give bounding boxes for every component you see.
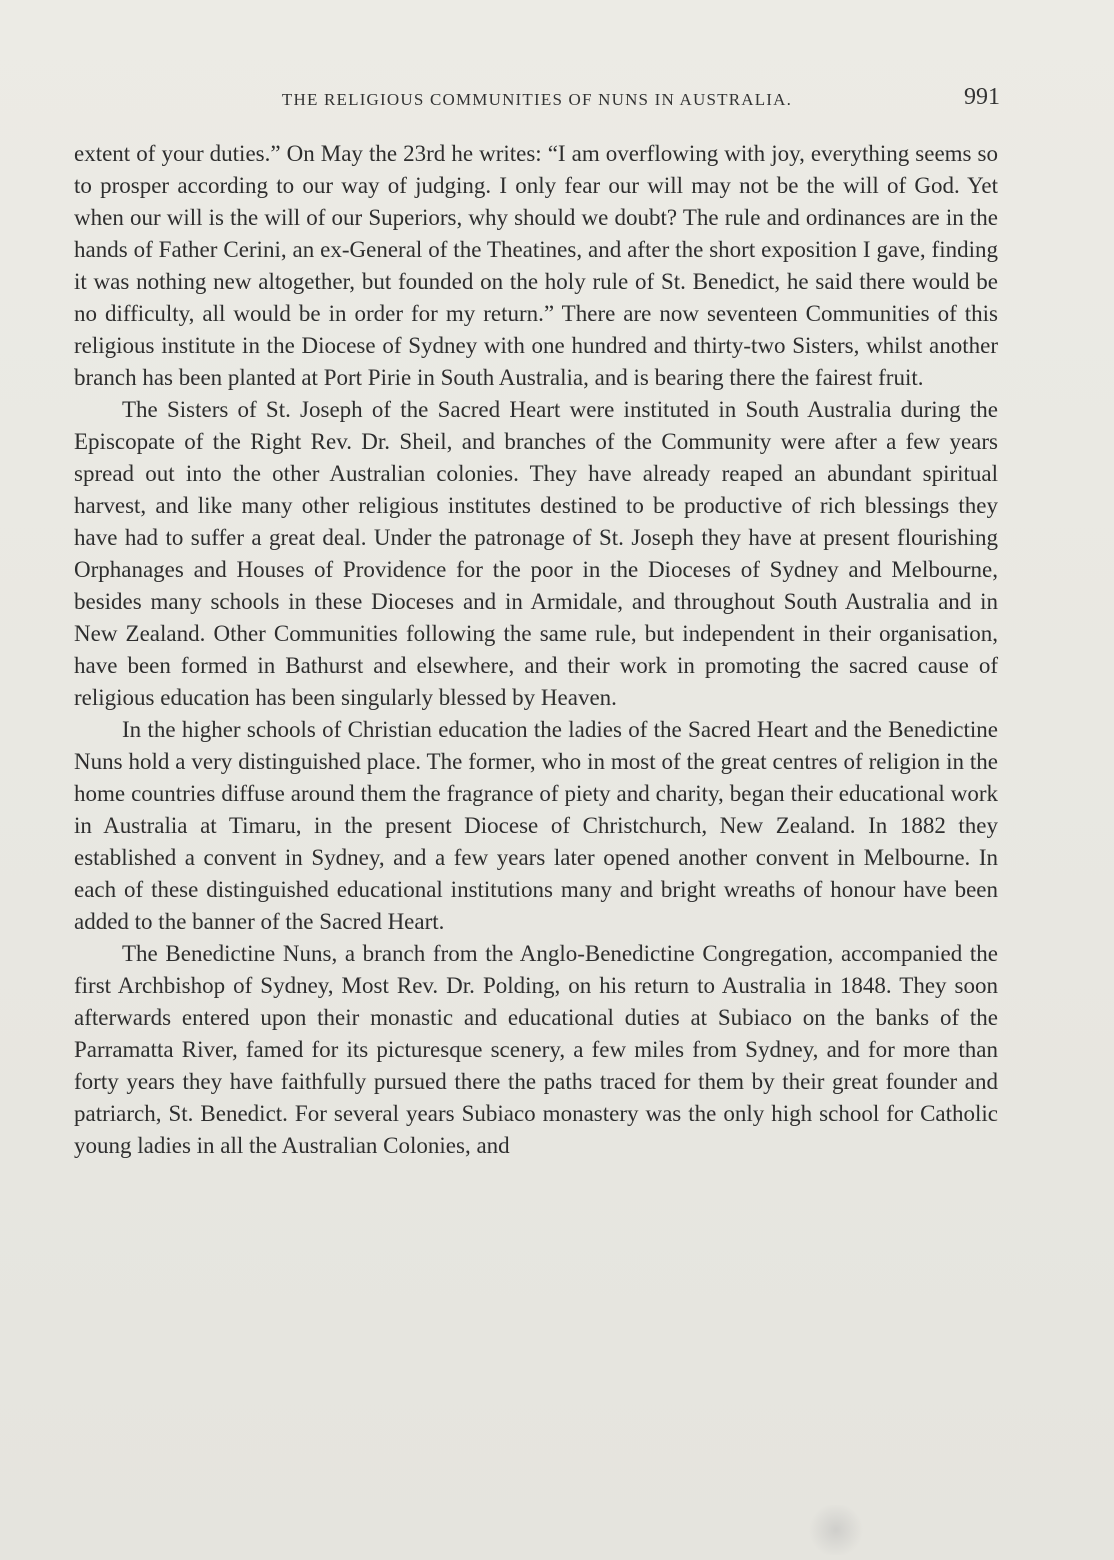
running-head <box>74 86 1000 116</box>
paper-smudge <box>806 1505 866 1555</box>
page-number: 991 <box>964 84 1000 110</box>
paragraph-continuation: extent of your duties.” On May the 23rd he writes: “I am overflowing with joy, everything seems so to prosper according to our way of judging. I only fear our will may not be the will of God. Yet when our will is the will of our Superiors, why should we doubt? The rule and ordinances are in the hands of Father Cerini, an ex-General of the Theatines, and after the short exposition I gave, finding it was nothing new altogether, but founded on the holy rule of St. Benedict, he said there would be no difficulty, all would be in order for my return.” There are now seventeen Communities of this religious institute in the Diocese of Sydney with one hundred and thirty-two Sisters, whilst another branch has been planted at Port Pirie in South Australia, and is bearing there the fairest fruit. <box>74 141 998 390</box>
paragraph-sisters-of-st-joseph: The Sisters of St. Joseph of the Sacred Heart were instituted in South Australia during the Episcopate of the Right Rev. Dr. Sheil, and branches of the Community were after a few years spread out into the other Australian colonies. They have already reaped an abundant spiritual harvest, and like many other religious institutes destined to be productive of rich blessings they have had to suffer a great deal. Under the patronage of St. Joseph they have at present flourishing Orphanages and Houses of Providence for the poor in the Dioceses of Sydney and Melbourne, besides many schools in these Dioceses and in Armidale, and throughout South Australia and in New Zealand. Other Communities following the same rule, but independent in their organisation, have been formed in Bathurst and elsewhere, and their work in promoting the sacred cause of religious education has been singularly blessed by Heaven. <box>74 397 998 710</box>
paragraph-benedictine-nuns: The Benedictine Nuns, a branch from the Anglo-Benedictine Congregation, accompanied the first Archbishop of Sydney, Most Rev. Dr. Polding, on his return to Australia in 1848. They soon afterwards entered upon their monastic and educational duties at Subiaco on the banks of the Parramatta River, famed for its picturesque scenery, a few miles from Sydney, and for more than forty years they have faithfully pursued there the paths traced for them by their great founder and patriarch, St. Benedict. For several years Subiaco monastery was the only high school for Catholic young ladies in all the Australian Colonies, and <box>74 941 998 1158</box>
body-text <box>74 138 998 1162</box>
running-title: THE RELIGIOUS COMMUNITIES OF NUNS IN AUSTRALIA. <box>281 90 793 109</box>
paragraph-higher-schools: In the higher schools of Christian education the ladies of the Sacred Heart and the Benedictine Nuns hold a very distinguished place. The former, who in most of the great centres of religion in the home countries diffuse around them the fragrance of piety and charity, began their educational work in Australia at Timaru, in the present Diocese of Christchurch, New Zealand. In 1882 they established a convent in Sydney, and a few years later opened another convent in Melbourne. In each of these distinguished educational institutions many and bright wreaths of honour have been added to the banner of the Sacred Heart. <box>74 717 998 934</box>
